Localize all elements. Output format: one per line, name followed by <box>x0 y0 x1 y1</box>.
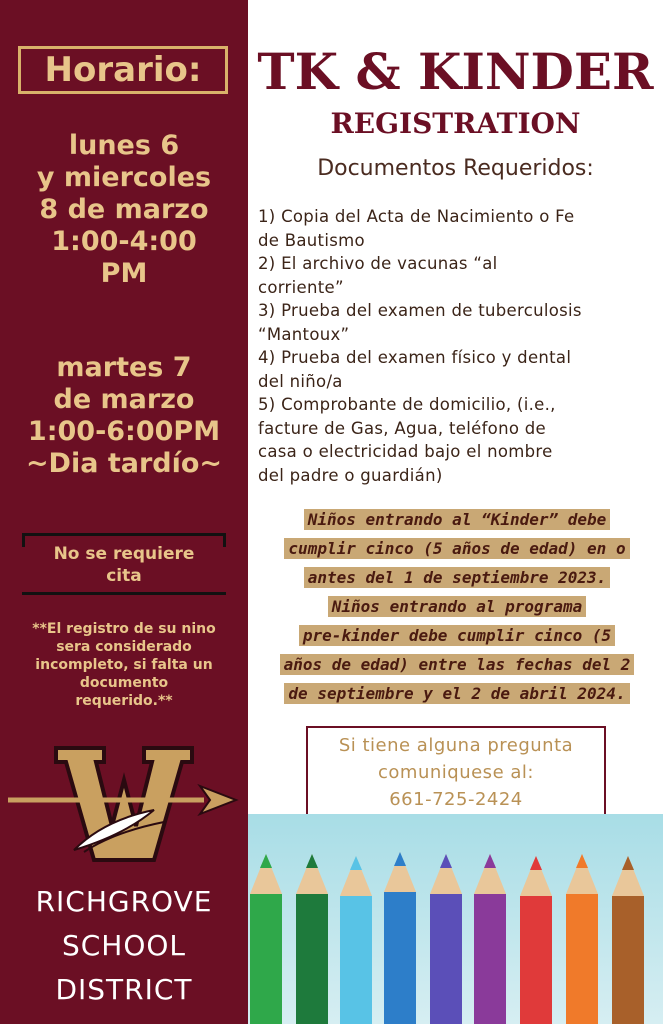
requirement-line: corriente” <box>258 277 344 297</box>
schedule-block-1 <box>0 130 248 290</box>
highlight-line: antes del 1 de septiembre 2023. <box>304 567 611 588</box>
age-requirement-highlight <box>252 505 662 708</box>
no-appointment-line: cita <box>106 566 142 586</box>
contact-line: Si tiene alguna pregunta <box>338 735 574 756</box>
incomplete-note <box>6 620 242 710</box>
note-line: **El registro de su nino <box>32 621 216 637</box>
note-line: incompleto, si falta un <box>35 657 213 673</box>
schedule-line: ~Dia tardío~ <box>25 448 223 479</box>
district-line: RICHGROVE <box>35 885 213 918</box>
contact-line: comuniquese al: <box>378 762 534 783</box>
highlight-line: pre-kinder debe cumplir cinco (5 <box>299 625 615 646</box>
requirement-line: 1) Copia del Acta de Nacimiento o Fe <box>258 207 575 226</box>
schedule-line: 1:00-6:00PM <box>27 416 221 447</box>
page-title: TK & KINDER <box>257 42 654 101</box>
requirement-line: de Bautismo <box>258 230 365 250</box>
schedule-heading: Horario: <box>18 46 228 94</box>
schedule-line: martes 7 <box>56 352 192 383</box>
highlight-line: Niños entrando al “Kinder” debe <box>304 509 611 530</box>
highlight-line: años de edad) entre las fechas del 2 <box>280 654 635 675</box>
highlight-line: cumplir cinco (5 años de edad) en o <box>284 538 629 559</box>
schedule-line: de marzo <box>53 384 195 415</box>
requirement-line: del padre o guardián) <box>258 465 443 485</box>
schedule-line: 8 de marzo <box>39 194 209 225</box>
requirement-line: 4) Prueba del examen físico y dental <box>258 348 572 367</box>
schedule-line: PM <box>100 258 148 289</box>
requirement-line: 5) Comprobante de domicilio, (i.e., <box>258 395 556 414</box>
schedule-line: 1:00-4:00 <box>51 226 197 257</box>
page-subtitle: REGISTRATION <box>330 107 581 140</box>
district-line: DISTRICT <box>55 973 193 1006</box>
note-line: requerido.** <box>75 693 173 709</box>
highlight-line: Niños entrando al programa <box>328 596 586 617</box>
w-arrow-logo-icon <box>4 740 244 870</box>
requirement-line: 2) El archivo de vacunas “al <box>258 254 498 273</box>
note-line: sera considerado <box>56 639 192 655</box>
requirement-line: “Mantoux” <box>258 324 350 344</box>
note-line: documento <box>79 675 169 691</box>
schedule-line: lunes 6 <box>68 130 180 161</box>
requirement-line: 3) Prueba del examen de tuberculosis <box>258 301 582 320</box>
district-name <box>0 880 248 1012</box>
requirement-line: facture de Gas, Agua, teléfono de <box>258 418 546 438</box>
requirements-list <box>258 205 658 487</box>
pencil-group <box>250 852 644 1024</box>
no-appointment-line: No se requiere <box>53 544 195 564</box>
no-appointment-box <box>22 533 226 595</box>
schedule-line: y miercoles <box>36 162 212 193</box>
requirement-line: casa o electricidad bajo el nombre <box>258 442 553 461</box>
documents-heading: Documentos Requeridos: <box>317 156 594 181</box>
highlight-line: de septiembre y el 2 de abril 2024. <box>284 683 629 704</box>
schedule-block-2 <box>0 352 248 480</box>
district-line: SCHOOL <box>61 929 187 962</box>
contact-phone[interactable]: 661-725-2424 <box>389 789 523 810</box>
requirement-line: del niño/a <box>258 371 343 391</box>
colored-pencils-image <box>248 814 663 1024</box>
contact-box <box>306 726 606 818</box>
